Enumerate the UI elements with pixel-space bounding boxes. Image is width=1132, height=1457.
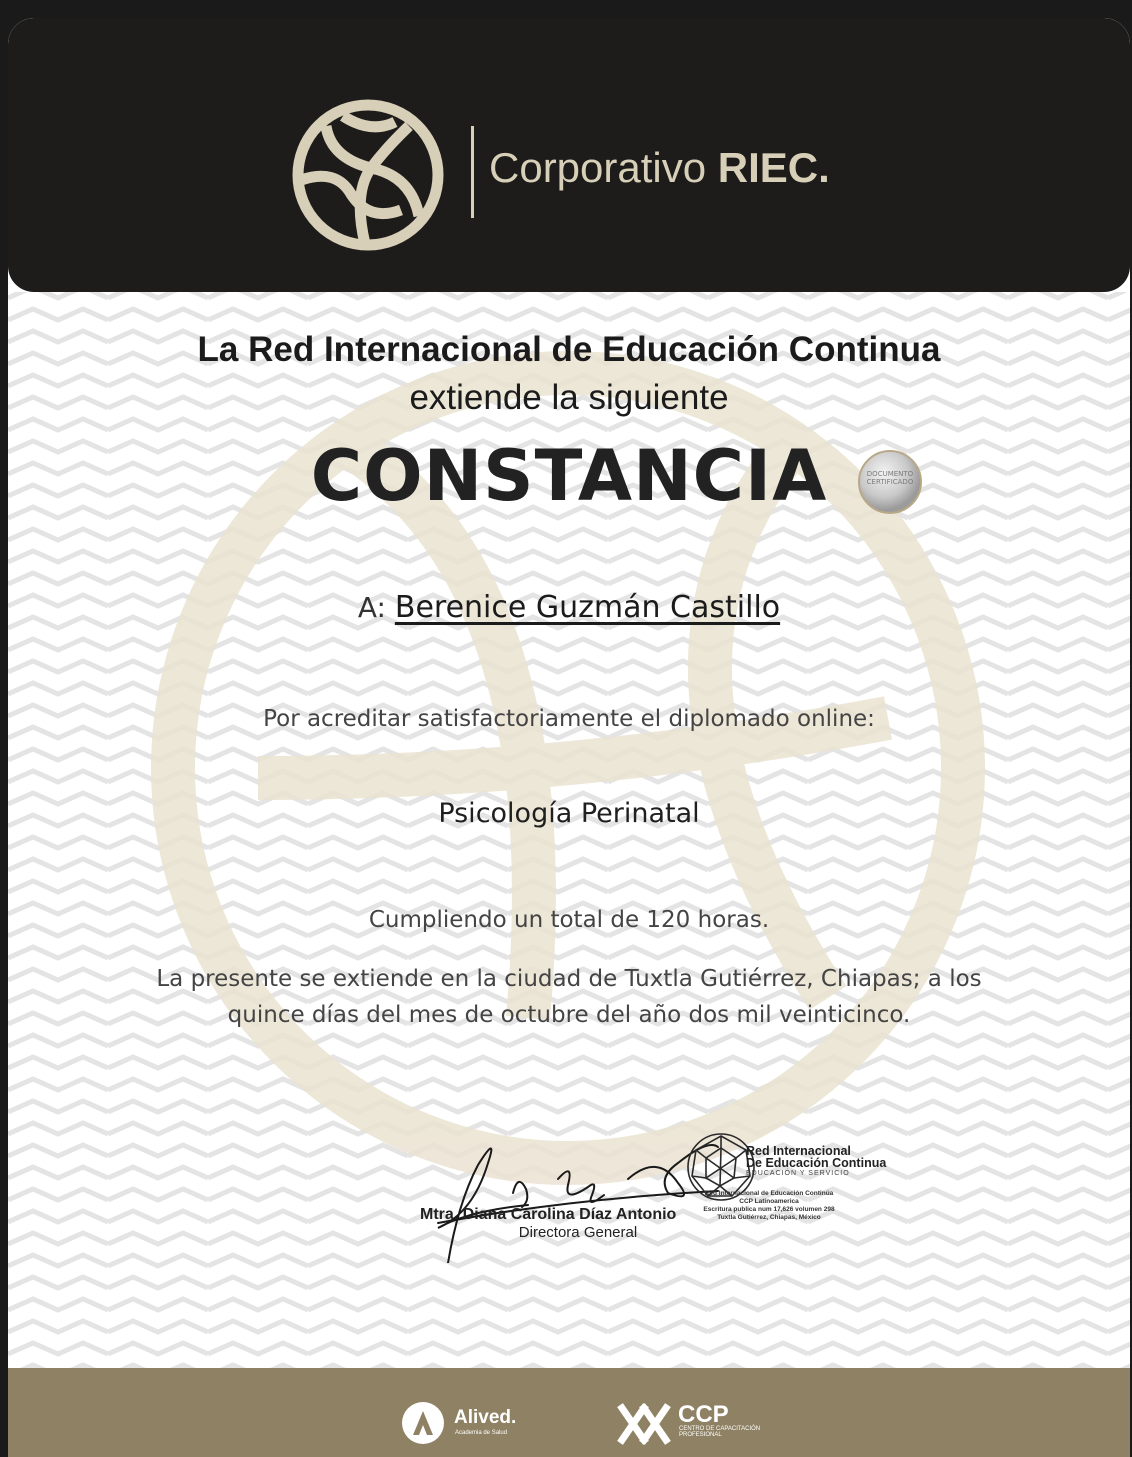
footer-band [8,1368,1130,1457]
recipient-name: Berenice Guzmán Castillo [394,590,781,625]
brand-name-bold: RIEC. [717,144,830,191]
alived-name: Alived. [454,1407,517,1428]
place-date-line-2: quince días del mes de octubre del año dos mil veinticinco. [227,1002,911,1028]
stamp-detail-line: CCP Latinoamerica [739,1198,799,1205]
stamp-detail-line: Red Internacional de Educación Continúa [704,1190,834,1197]
signer-name: Mtra. Diana Carolina Díaz Antonio [420,1206,677,1223]
certificate-page [8,18,1130,1457]
alived-subtitle: Academia de Salud [455,1430,508,1436]
organization-name: La Red Internacional de Educación Continua [197,330,941,369]
stamp-title [746,1145,886,1169]
recipient-line [8,590,1130,625]
header-banner [8,18,1130,292]
course-name: Psicología Perinatal [438,798,700,829]
certificate-title: CONSTANCIA [310,435,828,517]
alived-logo-icon [401,1401,445,1445]
extends-text: extiende la siguiente [409,378,729,417]
ccp-subtitle-line-2: PROFESIONAL [679,1432,722,1438]
recipient-prefix: A: [357,591,386,624]
stamp-detail-line: Tuxtla Gutiérrez, Chiapas, México [717,1214,821,1221]
stamp-subtitle: EDUCACIÓN Y SERVICIO [746,1170,850,1177]
stamp-title-line-2: De Educación Continua [746,1156,887,1170]
hours-text: Cumpliendo un total de 120 horas. [368,907,770,933]
logo-divider [471,126,474,218]
riec-logo-icon [291,98,445,252]
brand-name [489,144,830,192]
place-date-line-1: La presente se extiende en la ciudad de Tuxtla Gutiérrez, Chiapas; a los [156,966,982,992]
signer-role: Directora General [518,1224,638,1241]
stamp-detail-line: Escritura publica num 17,626 volumen 298 [703,1206,835,1213]
ccp-subtitle [679,1426,760,1438]
ccp-name: CCP [678,1401,729,1428]
stamp-details [684,1190,854,1222]
ccp-logo-icon [614,1402,674,1446]
stamp-title-line-1: Red Internacional [746,1144,851,1158]
ccp-subtitle-line-1: CENTRO DE CAPACITACIÓN [679,1426,761,1432]
certified-seal-icon [858,450,922,514]
seal-label: DOCUMENTO CERTIFICADO [866,470,914,486]
brand-name-light: Corporativo [489,144,707,191]
accreditation-text: Por acreditar satisfactoriamente el diplomado online: [263,706,875,732]
